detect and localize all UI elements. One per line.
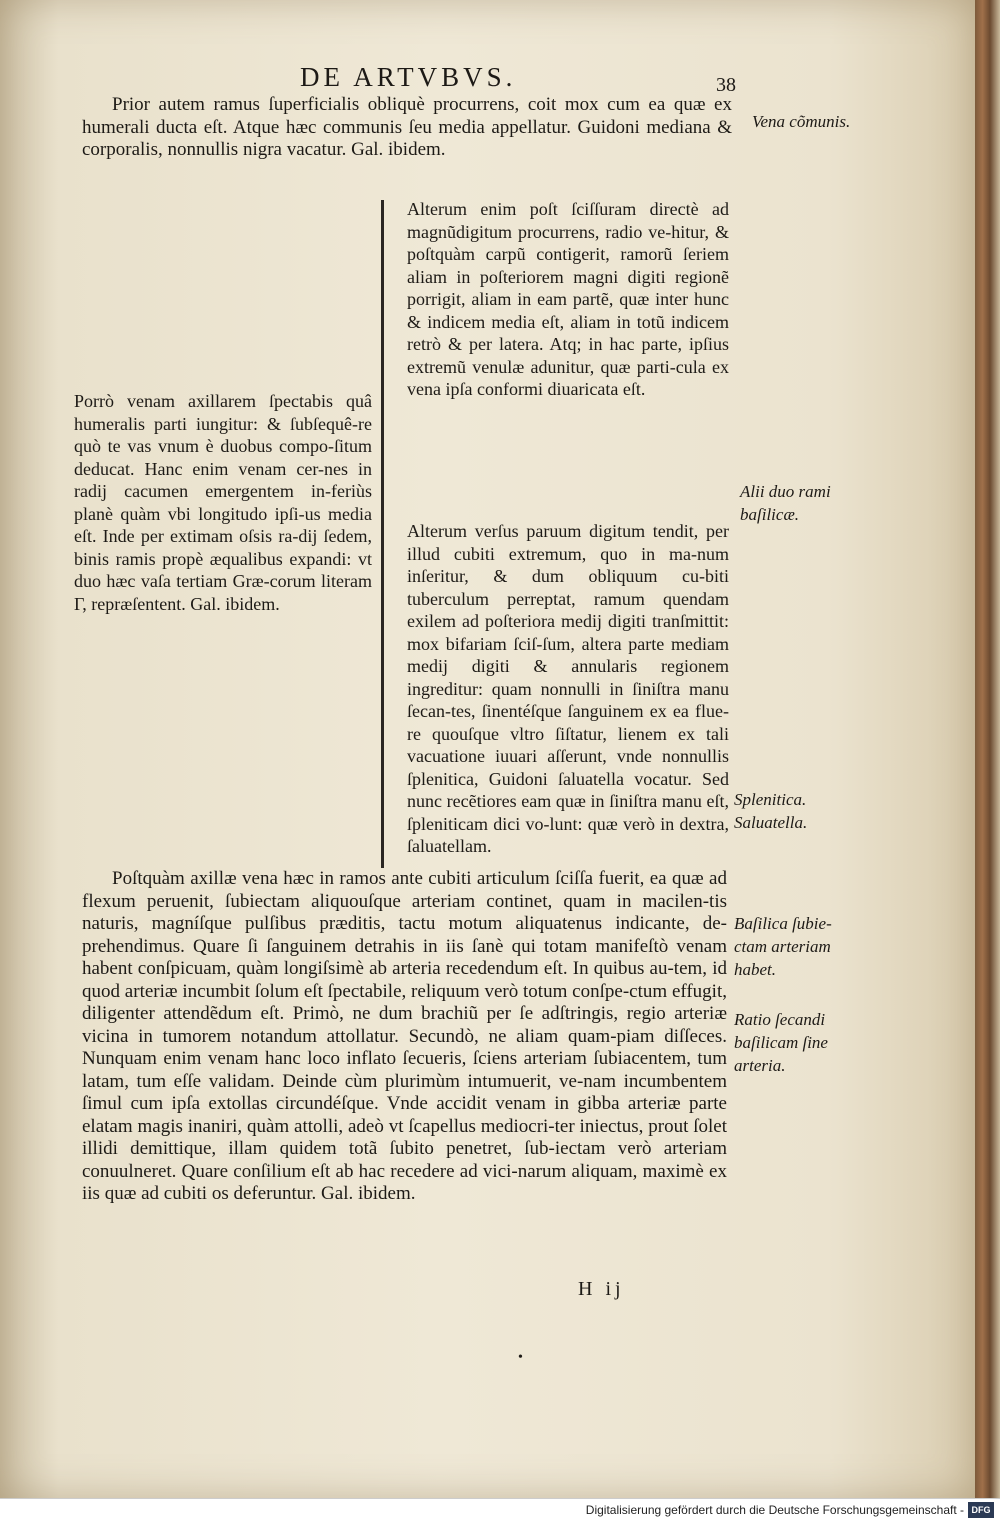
right-column-top-paragraph <box>407 198 729 401</box>
marginal-note-vena-communis: Vena cõmunis. <box>752 112 851 131</box>
printer-dot: • <box>518 1350 523 1365</box>
footer-credit: Digitalisierung gefördert durch die Deutsche Forschungsgemeinschaft - <box>585 1503 964 1517</box>
closing-paragraph <box>82 868 727 1206</box>
page-number: 38 <box>716 74 736 96</box>
right-column-bottom-text: Alterum verſus paruum digitum tendit, per illud cubiti extremum, quo in ma-num inſeritur, & dum obliquum cu-biti tuberculum perreptat, ramum quendam exilem ad poſteriora medij digiti tranſmittit: mox bifariam ſciſ-ſum, altera parte mediam medij digiti & annularis regionem ingreditur: quam nonnulli in ſiniſtra manu ſecan-tes, ſinentéſque ſanguinem ex ea flue-re quouſque vltro ſiſtatur, lienem ex tali vacuatione iuuari aſſerunt, vnde nonnullis ſplenitica, Guidoni ſaluatella vocatur. Sed nunc recẽtiores eam quæ in ſiniſtra manu eſt, ſpleniticam dici vo-lunt: quæ verò in dextra, ſaluatellam. <box>407 521 729 856</box>
marginal-note-alii-duo-rami: Alii duo rami baſilicæ. <box>740 482 831 524</box>
opening-paragraph-text: Prior autem ramus ſuperficialis obliquè procurrens, coit mox cum ea quæ ex humerali ducta eſt. Atque hæc communis ſeu media appellatur. Guidoni mediana & corporalis, nonnullis nigra vacatur. Gal. ibidem. <box>82 94 732 160</box>
left-column-text: Porrò venam axillarem ſpectabis quâ humeralis parti iungitur: & ſubſequê-re quò te vas vnum è duobus compo-ſitum deducat. Hanc enim venam cer-nes in radij cacumen emergentem in-feriùs planè quàm vbi longitudo ipſi-us media eſt. Inde per extimam oſsis ra-dij ſedem, binis ramis propè æqualibus expandi: vt duo hæc vaſa tertiam Græ-corum literam Γ, repræſentent. Gal. ibidem. <box>74 391 372 614</box>
closing-paragraph-text: Poſtquàm axillæ vena hæc in ramos ante cubiti articulum ſciſſa fuerit, ea quæ ad flexum peruenit, ſubiectam aliquouſque arteriam continet, quam in macilen-tis naturis, magníſque pulſibus præditis, tactu motum aliquatenus indicante, de-prehendimus. Quare ſi ſanguinem detrahis in iis ſanè qui totam manifeſtò venam habent conſpicuam, quàm longiſsimè ab arteria recedendum eſt. In quibus au-tem, id quod arteriæ incumbit ſolum eſt ſpectabile, reliquum verò totum conſpe-ctum effugit, diligenter attendẽdum eſt. Primò, ne dum brachiũ per ſe adſtringis, regio arteriæ vicina in tumorem notandum attollatur. Secundò, ne aliam quam-piam diſſeces. Nunquam enim venam hanc loco inflato ſecueris, ſciens arteriam ſubiacentem, tum latam, tum eſſe validam. Deinde cùm plurimùm intumuerit, ve-nam incumbentem ſimul cum ipſa extollas circundéſque. Vnde accidit venam in gibba arteriæ parte elatam magis inaniri, quàm attolli, adeò vt ſcapellus mediocri-ter iniectus, prout ſolet illidi demittique, illam quidem totã ſubito penetret, ſub-iectam verò arteriam conuulneret. Quare conſilium eſt ab hac recedere ad vici-narum aliquam, maximè ex iis quæ ad cubiti os deferuntur. Gal. ibidem. <box>82 868 727 1204</box>
running-head: DE ARTVBVS. <box>300 62 517 92</box>
brace-line <box>381 200 384 868</box>
marginal-note-splenitica: Splenitica. Saluatella. <box>734 790 808 832</box>
footer-band <box>0 1498 1000 1523</box>
book-edge <box>975 0 1000 1498</box>
right-column-bottom-paragraph <box>407 520 729 858</box>
dfg-logo-icon: DFG <box>968 1502 994 1518</box>
right-column-top-text: Alterum enim poſt ſciſſuram directè ad magnũdigitum procurrens, radio ve-hitur, & poſtquàm carpũ contigerit, ramorũ ſeriem aliam in poſteriorem magni digiti regionẽ porrigit, aliam in eam partẽ, quæ inter hunc & indicem media eſt, aliam in totũ indicem retrò & per latera. Atq; in hac parte, ipſius extremũ venulæ adunitur, quæ parti-cula ex vena ipſa conformi diuaricata eſt. <box>407 199 729 399</box>
left-column-paragraph <box>74 390 372 615</box>
marginal-note-ratio: Ratio ſecandi baſilicam ſine arteria. <box>734 1010 828 1075</box>
opening-paragraph <box>82 94 732 162</box>
marginal-note-basilica: Baſilica ſubie-ctam arteriam habet. <box>734 914 832 979</box>
signature-mark: H ij <box>578 1278 625 1300</box>
